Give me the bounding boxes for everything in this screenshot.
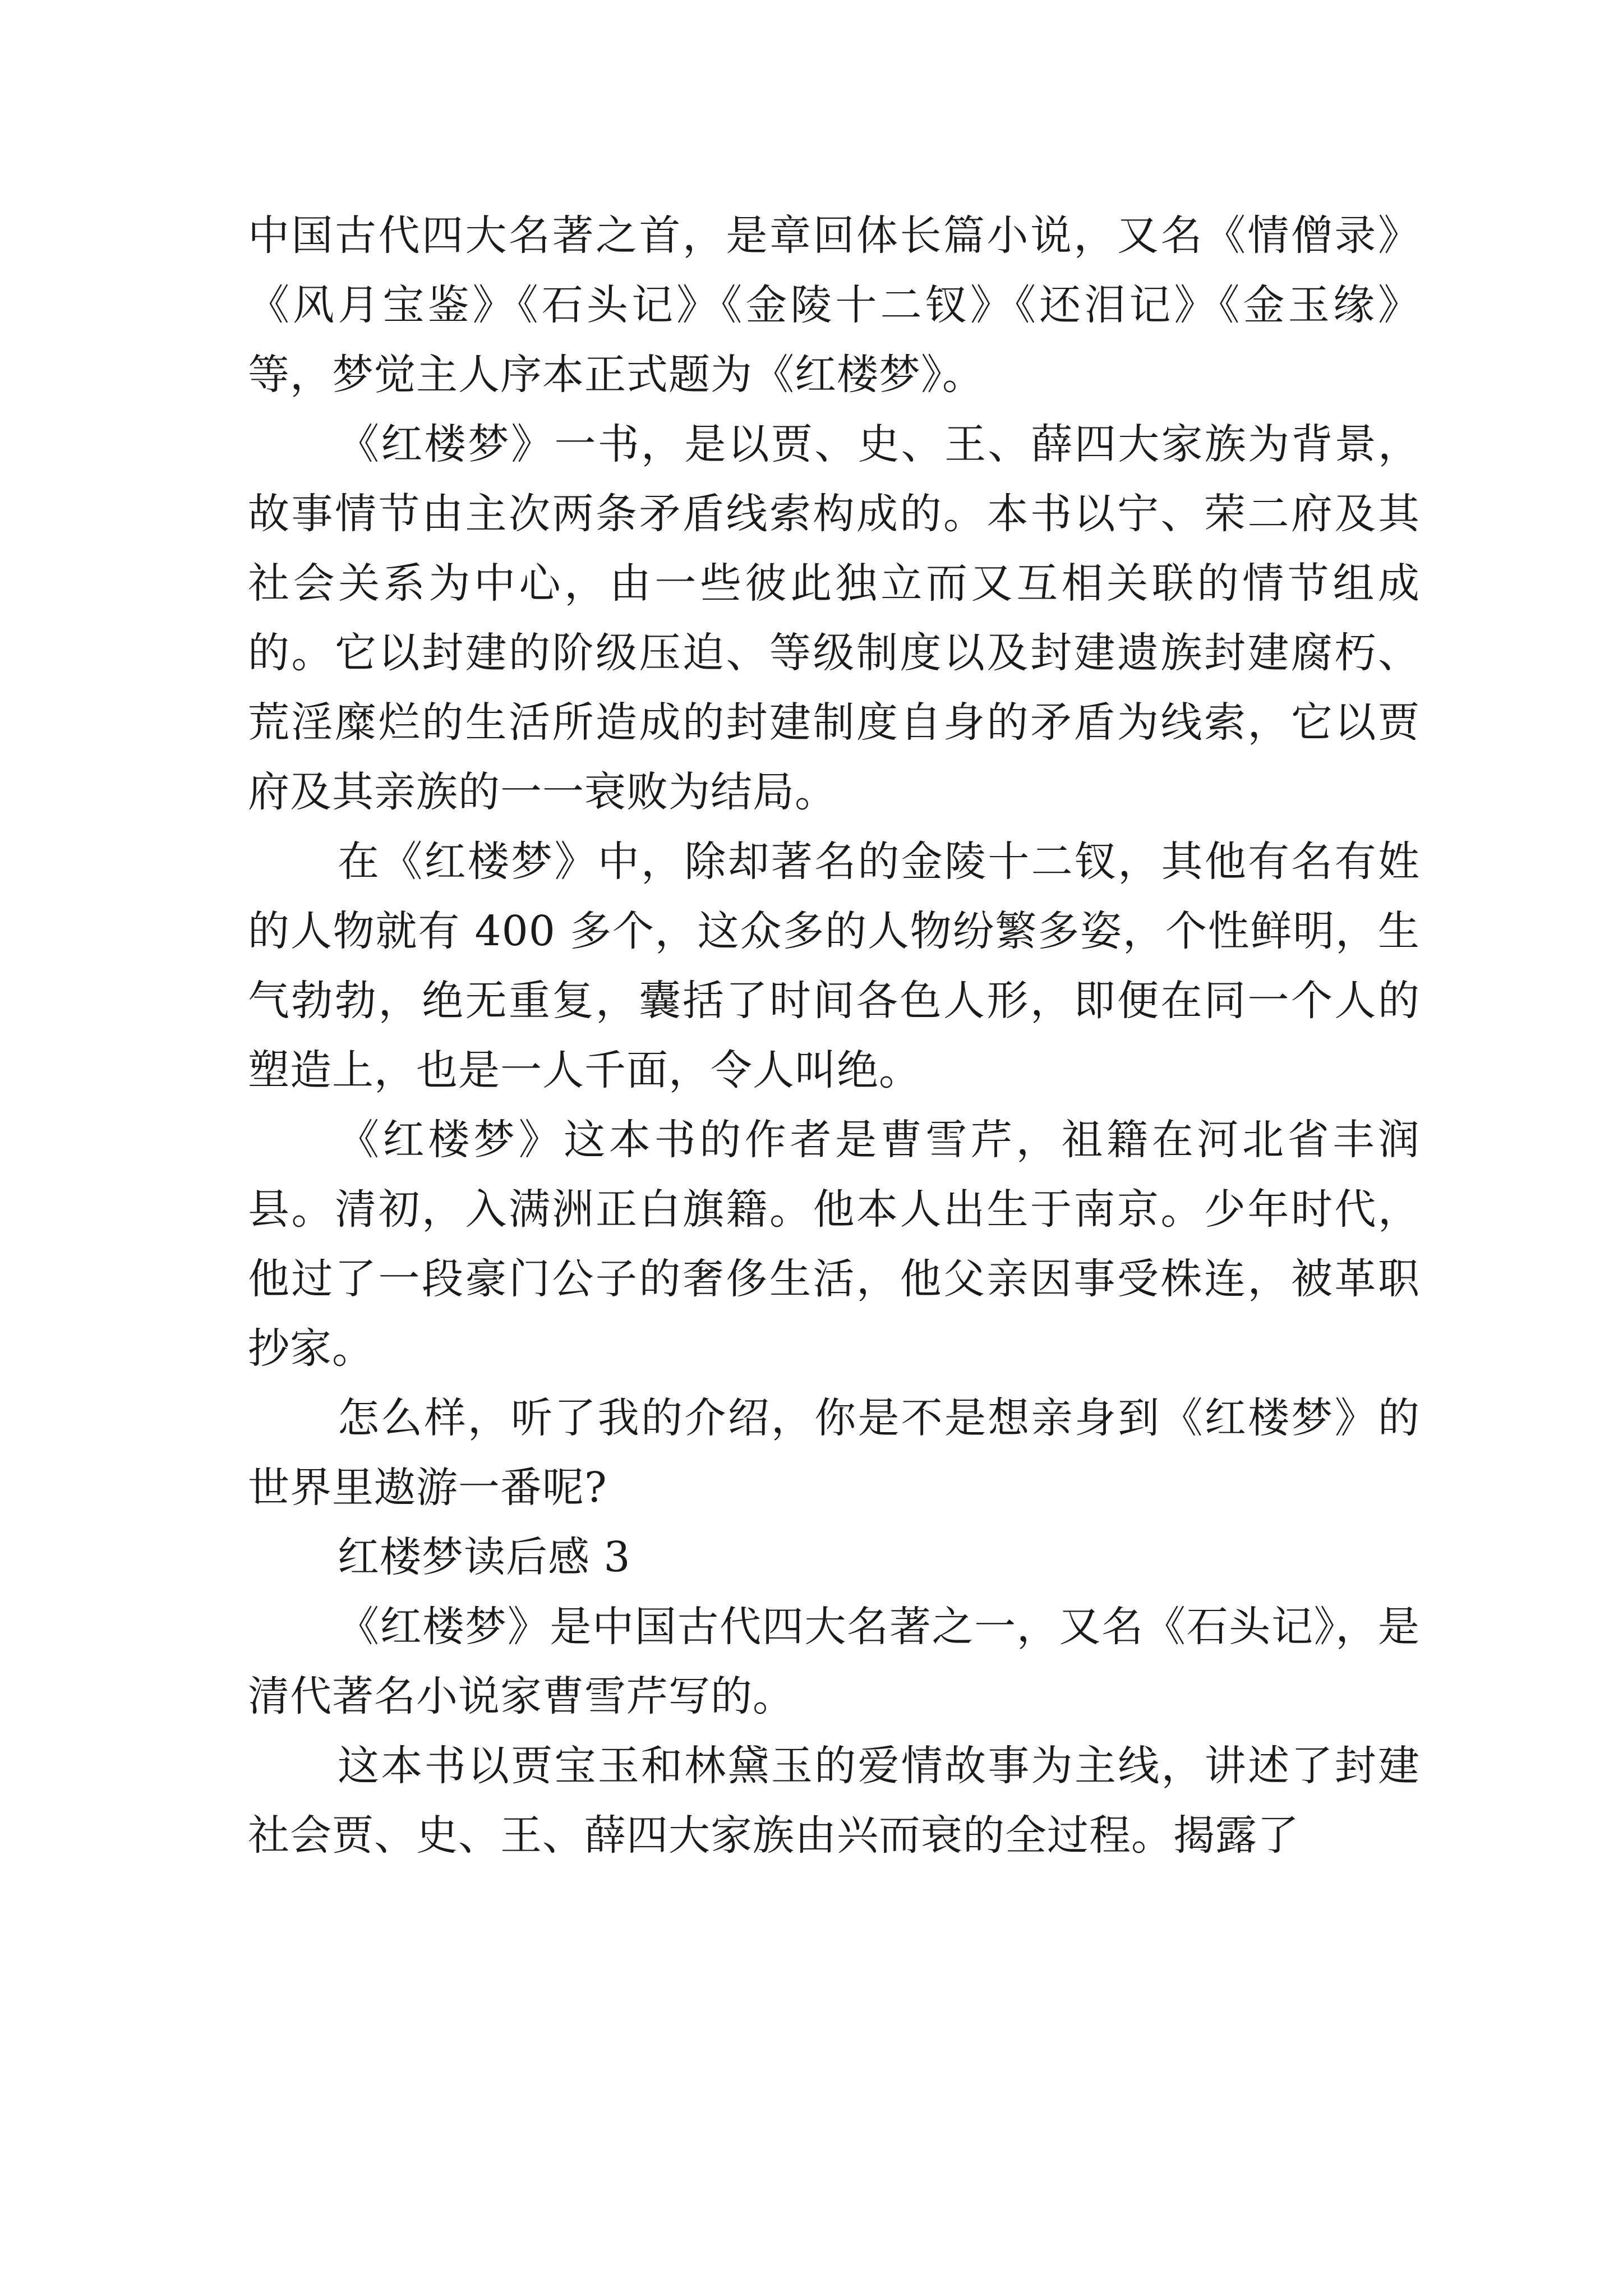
paragraph-characters: 在《红楼梦》中，除却著名的金陵十二钗，其他有名有姓的人物就有 400 多个，这众多的人物纷繁多姿，个性鲜明，生气勃勃，绝无重复，囊括了时间各色人形，即便在同一个人的塑造上，也是一人千面，令人叫绝。 [248,838,1420,1094]
paragraph-background: 《红楼梦》一书，是以贾、史、王、薛四大家族为背景，故事情节由主次两条矛盾线索构成的。本书以宁、荣二府及其社会关系为中心，由一些彼此独立而又互相关联的情节组成的。它以封建的阶级压迫、等级制度以及封建遗族封建腐朽、荒淫糜烂的生活所造成的封建制度自身的矛盾为线索，它以贾府及其亲族的一一衰败为结局。 [248,420,1420,816]
paragraph-invitation: 怎么样，听了我的介绍，你是不是想亲身到《红楼梦》的世界里遨游一番呢? [248,1394,1420,1512]
paragraph-author: 《红楼梦》这本书的作者是曹雪芹，祖籍在河北省丰润县。清初，入满洲正白旗籍。他本人出生于南京。少年时代，他过了一段豪门公子的奢侈生活，他父亲因事受株连，被革职抄家。 [248,1116,1420,1373]
section-heading: 红楼梦读后感 3 [338,1533,631,1581]
paragraph-plot: 这本书以贾宝玉和林黛玉的爱情故事为主线，讲述了封建社会贾、史、王、薛四大家族由兴而衰的全过程。揭露了 [248,1742,1420,1860]
document-body [248,201,1420,1870]
paragraph-intro: 《红楼梦》是中国古代四大名著之一，又名《石头记》，是清代著名小说家曹雪芹写的。 [248,1603,1420,1720]
paragraph-continuation: 中国古代四大名著之首，是章回体长篇小说，又名《情僧录》《风月宝鉴》《石头记》《金陵十二钗》《还泪记》《金玉缘》等，梦觉主人序本正式题为《红楼梦》。 [248,211,1420,399]
